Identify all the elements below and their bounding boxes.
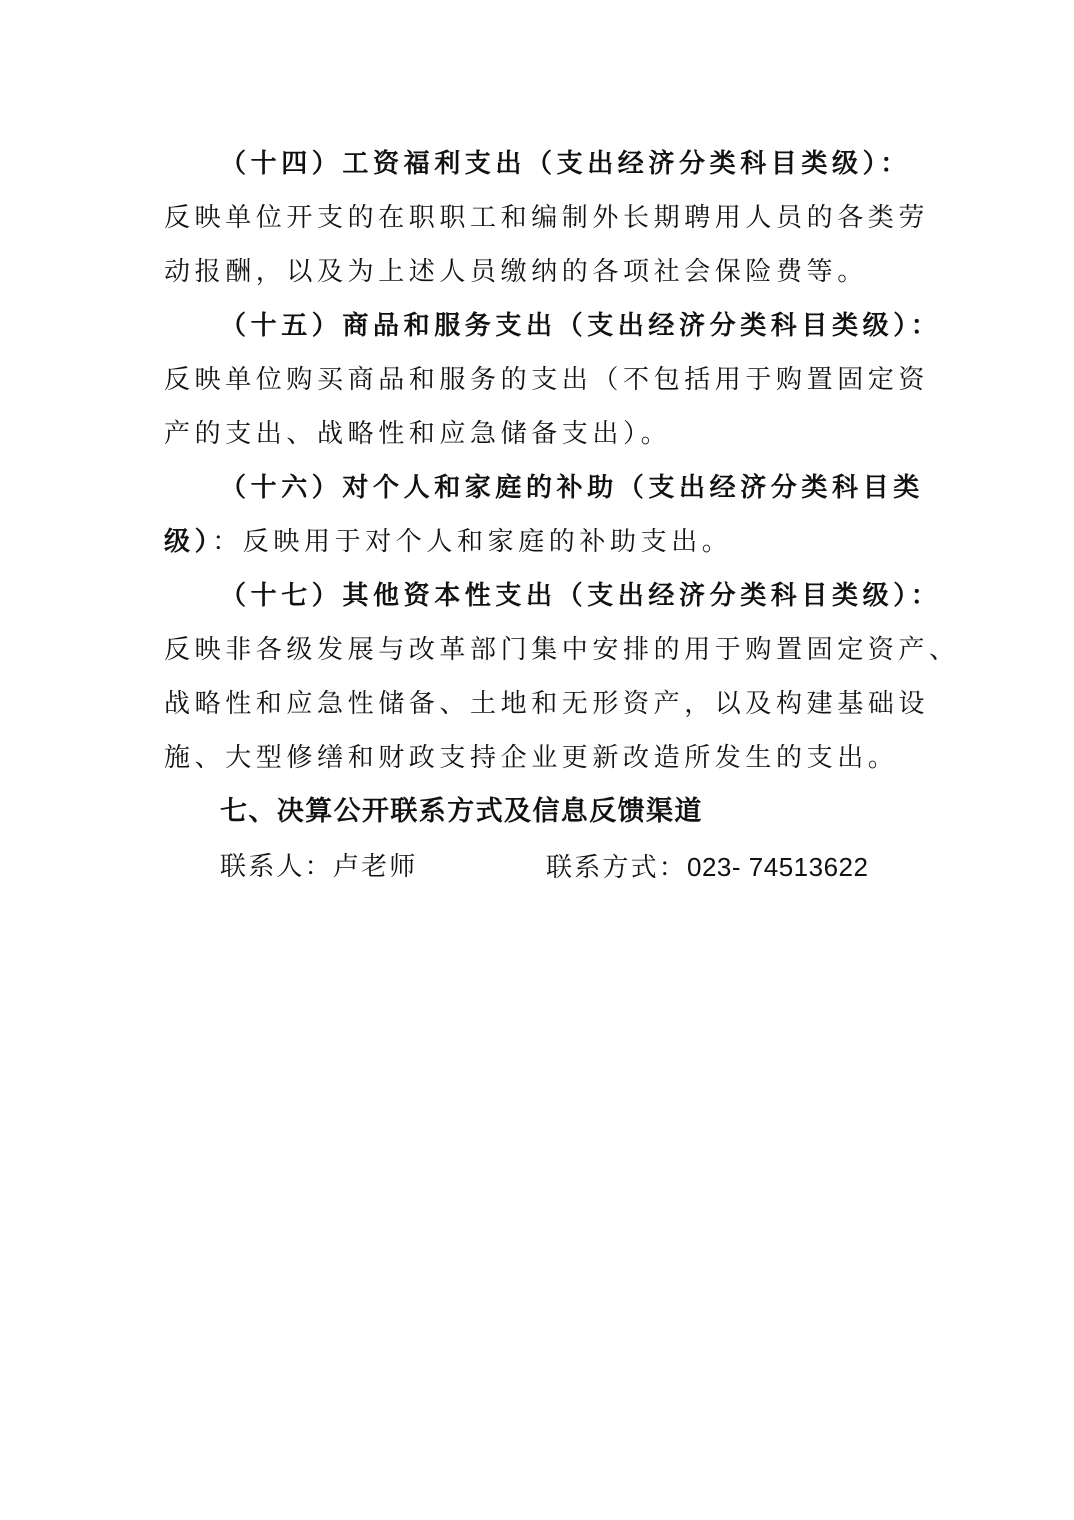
section-16-heading-continuation: 级）	[164, 527, 213, 557]
section-16-heading: （十六）对个人和家庭的补助（支出经济分类科目类	[220, 473, 924, 503]
section-17-text-line-3: 施、大型修缮和财政支持企业更新改造所发生的支出。	[164, 743, 899, 773]
contact-person-name: 卢老师	[332, 852, 418, 882]
section-16-text-line-1	[164, 524, 732, 560]
section-16-description: ：反映用于对个人和家庭的补助支出。	[212, 527, 733, 557]
section-14-text-line-1: 反映单位开支的在职职工和编制外长期聘用人员的各类劳	[164, 203, 930, 233]
contact-person-label: 联系人：	[220, 852, 333, 882]
section-17-text-line-2: 战略性和应急性储备、土地和无形资产，以及构建基础设	[164, 689, 930, 719]
contact-phone-number: 023- 74513622	[687, 852, 869, 882]
contact-section-title: 七、决算公开联系方式及信息反馈渠道	[220, 796, 703, 827]
section-14-text-line-2: 动报酬，以及为上述人员缴纳的各项社会保险费等。	[164, 257, 868, 287]
section-14-heading: （十四）工资福利支出（支出经济分类科目类级）：	[220, 149, 911, 179]
section-15-text-line-2: 产的支出、战略性和应急储备支出）。	[164, 419, 672, 449]
section-15-heading: （十五）商品和服务支出（支出经济分类科目类级）：	[220, 311, 942, 341]
section-17-text-line-1: 反映非各级发展与改革部门集中安排的用于购置固定资产、	[164, 635, 960, 665]
contact-method-label: 联系方式：	[546, 853, 688, 883]
section-17-heading: （十七）其他资本性支出（支出经济分类科目类级）：	[220, 581, 942, 611]
contact-person-row	[220, 849, 417, 885]
contact-method-row	[546, 849, 868, 886]
section-15-text-line-1: 反映单位购买商品和服务的支出（不包括用于购置固定资	[164, 365, 930, 395]
